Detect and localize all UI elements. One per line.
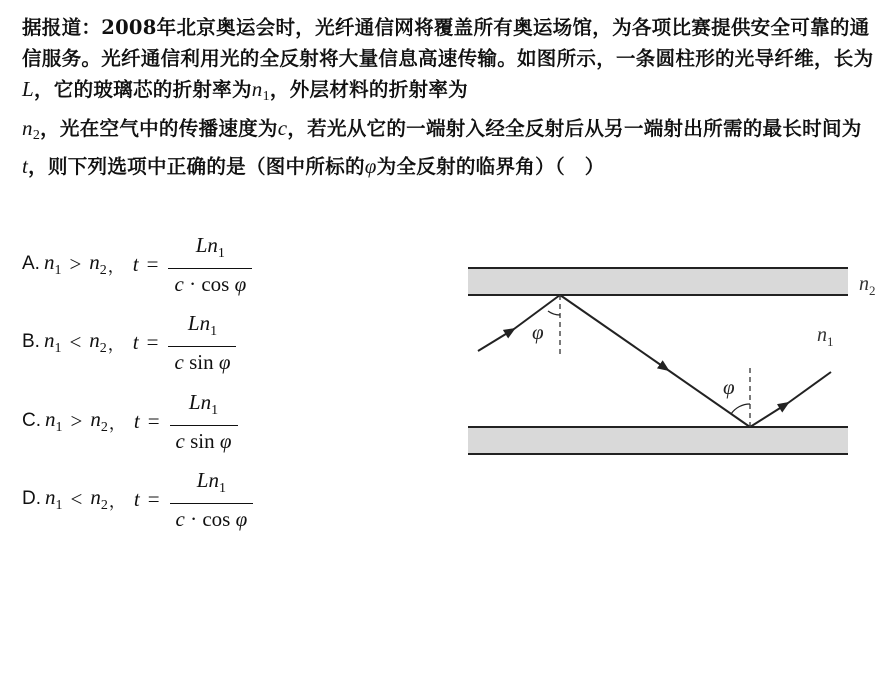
formula-fraction: $\frac{Ln_1}{\text{c sin φ}}$ bbox=[170, 390, 238, 453]
option-letter: A. bbox=[22, 253, 40, 274]
formula-fraction: $\frac{Ln_1}{\text{c · cos φ}}$ bbox=[168, 233, 252, 296]
option-b[interactable]: B. $n_1$ < $n_2$ ， t = $\frac{Ln_1}{\text{c sin φ}}$ bbox=[22, 314, 236, 370]
n1-label: $n_1$ bbox=[817, 324, 834, 349]
angle-arc-top bbox=[548, 311, 560, 315]
n1-symbol: $n_1$ bbox=[251, 77, 270, 105]
phi-symbol: φ bbox=[364, 153, 377, 178]
formula-fraction: $\frac{Ln_1}{\text{c sin φ}}$ bbox=[168, 311, 236, 374]
formula-fraction: $\frac{Ln_1}{\text{c · cos φ}}$ bbox=[170, 468, 254, 531]
option-c[interactable]: C. $n_1$ > $n_2$ ， t = $\frac{Ln_1}{\text{c sin φ}}$ bbox=[22, 393, 238, 449]
n2-label: $n_2$ bbox=[859, 273, 876, 298]
question-text: 据报道：2008年北京奥运会时，光纤通信网将覆盖所有奥运场馆，为各项比赛提供安全可靠的通信服务。光纤通信利用光的全反射将大量信息高速传输。如图所示，一条圆柱形的光导纤维，长为L，它的玻璃芯的折射率为$n_1$，外层材料的折射率为 $n_2$，光在空气中的传播速度为c，若光从它的一端射入经全反射后从另一端射出所需的最长时间为t，则下列选项中正确的是（图中所标的φ为全反射的临界角）（ ） bbox=[22, 16, 874, 178]
top-cladding bbox=[468, 268, 848, 295]
bottom-cladding bbox=[468, 427, 848, 454]
t-symbol: t bbox=[22, 153, 29, 178]
optical-fiber-diagram bbox=[462, 262, 892, 462]
option-d[interactable]: D. $n_1$ < $n_2$ ， t = $\frac{Ln_1}{\text{c · cos φ}}$ bbox=[22, 471, 253, 527]
length-symbol: L bbox=[22, 77, 34, 102]
option-a[interactable]: A. $n_1$ > $n_2$ ， t = $\frac{Ln_1}{\text{c · cos φ}}$ bbox=[22, 236, 252, 292]
angle-arc-bottom bbox=[731, 404, 750, 414]
option-letter: C. bbox=[22, 410, 41, 431]
c-symbol: c bbox=[277, 115, 288, 140]
angle-label-bottom: φ bbox=[723, 375, 735, 399]
n2-symbol: $n_2$ bbox=[22, 115, 41, 143]
option-letter: B. bbox=[22, 331, 40, 352]
option-letter: D. bbox=[22, 488, 41, 509]
angle-label-top: φ bbox=[532, 320, 544, 344]
light-ray bbox=[478, 295, 831, 427]
